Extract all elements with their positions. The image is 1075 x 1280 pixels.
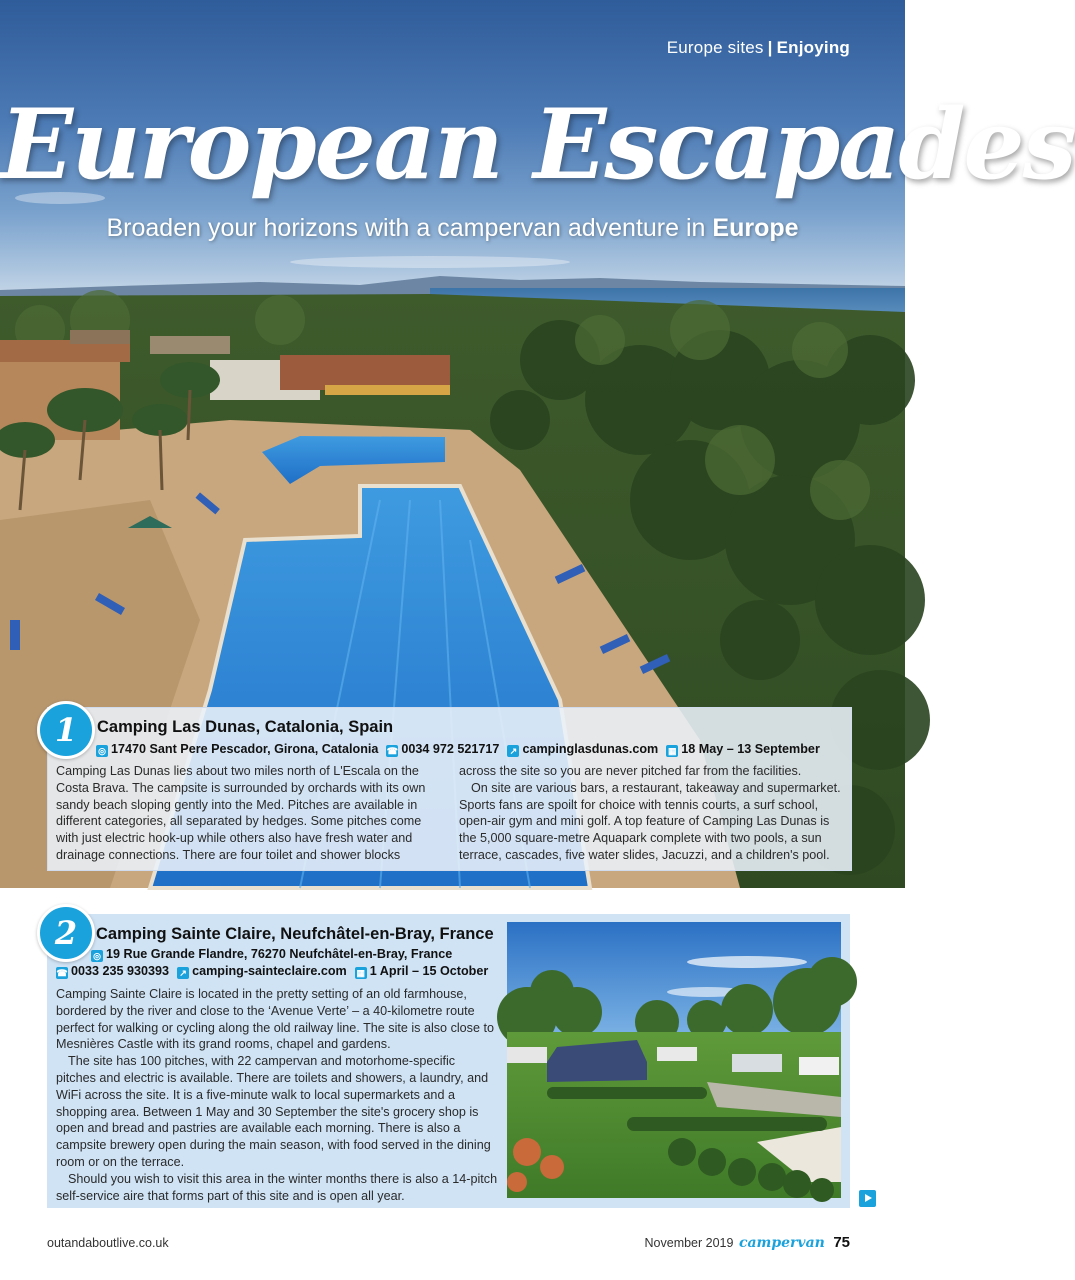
subtitle-lead: Broaden your horizons with a campervan adventure in xyxy=(106,214,706,242)
footer-website[interactable]: outandaboutlive.co.uk xyxy=(47,1236,169,1250)
entry-2-phone: 0033 235 930393 xyxy=(71,964,170,978)
section-category: Europe sites xyxy=(666,38,764,57)
page-number: 75 xyxy=(833,1234,850,1251)
entry-1-text-col2-p1: across the site so you are never pitched far from the facilities. xyxy=(459,764,802,778)
campsite-meadow-illustration xyxy=(507,922,841,1198)
entry-1-text-col2-p2: On site are various bars, a restaurant, takeaway and supermarket. Sports fans are spoilt for choice with tennis courts, a surf school, open-air gym and mini golf. A top feature of Camping Las Dunas is the 5,000 square-metre Aquapark complete with two pools, a sun terrace, cascades, five water slides, Jacuzzi, and a children's pool. xyxy=(459,780,841,862)
entry-2-website[interactable]: camping-sainteclaire.com xyxy=(192,964,347,978)
footer-issue: November 2019 xyxy=(644,1236,734,1250)
web-icon: ↗ xyxy=(177,967,189,979)
entry-2-text xyxy=(56,986,498,1204)
entry-2-contact-line xyxy=(56,964,488,979)
entry-1-number-badge: 1 xyxy=(37,701,95,759)
page-subtitle xyxy=(0,214,905,243)
entry-1-title: Camping Las Dunas, Catalonia, Spain xyxy=(97,718,394,736)
entry-2-title: Camping Sainte Claire, Neufchâtel-en-Bray, France xyxy=(96,925,494,943)
calendar-icon: ▦ xyxy=(356,968,365,978)
entry-2-text-p1: Camping Sainte Claire is located in the pretty setting of an old farmhouse, bordered by the river and close to the ‘Avenue Verte’ – a 40-kilometre route perfect for walking or cycling along the old railway line. The site is also close to Mesnières Castle with its grand rooms, chapel and gardens. xyxy=(56,987,494,1052)
web-icon: ↗ xyxy=(507,745,519,757)
section-tag xyxy=(667,38,850,58)
phone-icon: ☎ xyxy=(386,746,398,756)
entry-1-info-line xyxy=(96,742,820,757)
footer-brand: campervan xyxy=(738,1235,825,1251)
entry-1-text-col1: Camping Las Dunas lies about two miles north of L'Escala on the Costa Brava. The campsite is surrounded by orchards with its own sandy beach sloping gently into the Med. Pitches are available in different categories, all separated by hedges. Some pitches come with just electric hook-up while others also have fresh water and drainage connections. There are four toilet and shower blocks xyxy=(56,764,426,862)
entry-2-photo xyxy=(507,922,841,1198)
entry-2-text-p2: The site has 100 pitches, with 22 campervan and motorhome-specific pitches and electric is available. There are toilets and showers, a laundry, and WiFi across the site. It is a five-minute walk to local supermarkets and a shopping area. Between 1 May and 30 September the site's grocery shop is open and bread and pastries are available each morning. There is also a campsite brewery open during the main season, with food served in the dining room or on the terrace. xyxy=(56,1054,491,1169)
location-icon: ◎ xyxy=(91,950,103,962)
phone-icon: ☎ xyxy=(56,968,68,978)
footer-folio xyxy=(645,1234,850,1251)
entry-2-text-p3: Should you wish to visit this area in the winter months there is also a 14-pitch self-service aire that forms part of this site and is open all year. xyxy=(56,1171,498,1203)
calendar-icon: ▦ xyxy=(667,746,677,756)
entry-2-number-badge: 2 xyxy=(37,904,95,962)
entry-1-dates: 18 May – 13 September xyxy=(681,742,820,756)
entry-1-website[interactable]: campinglasdunas.com xyxy=(522,742,659,756)
section-topic: Enjoying xyxy=(776,38,850,57)
page-title: European Escapades xyxy=(0,88,1075,201)
entry-1-text-col2 xyxy=(459,763,842,864)
entry-2-address: 19 Rue Grande Flandre, 76270 Neufchâtel-en-Bray, France xyxy=(106,947,453,961)
entry-2-address-line xyxy=(91,947,452,962)
subtitle-emphasis: Europe xyxy=(712,214,799,242)
entry-2-dates: 1 April – 15 October xyxy=(369,964,489,978)
section-separator: | xyxy=(767,38,773,57)
location-icon: ◎ xyxy=(96,745,108,757)
next-page-arrow-icon[interactable] xyxy=(859,1190,876,1207)
entry-1-phone: 0034 972 521717 xyxy=(401,742,500,756)
entry-1-address: 17470 Sant Pere Pescador, Girona, Catalonia xyxy=(111,742,379,756)
